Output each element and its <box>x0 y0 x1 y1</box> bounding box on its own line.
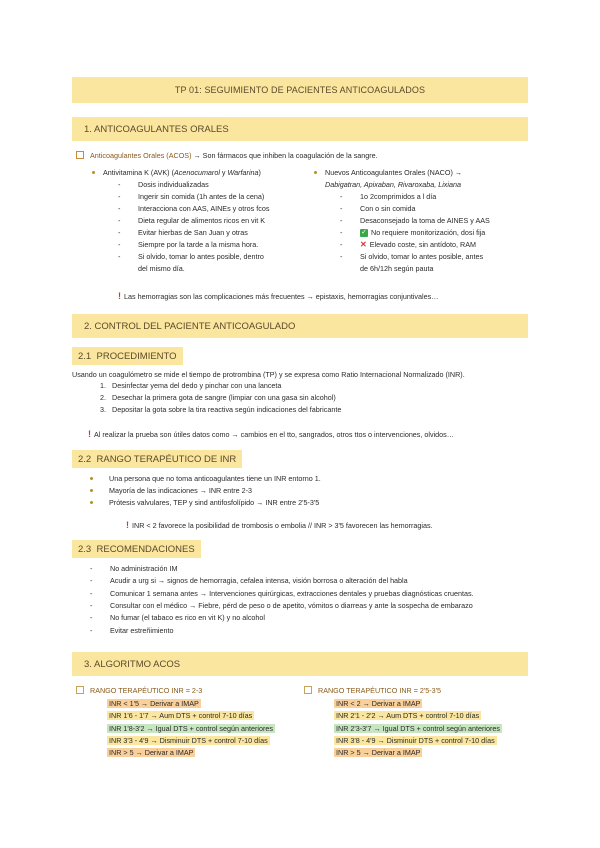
dash-icon: - <box>90 564 93 573</box>
algo-right-row <box>334 699 422 709</box>
algo-right-row-text: INR < 2 → Derivar a IMAP <box>336 699 421 708</box>
reco-item <box>90 601 473 611</box>
naco-item <box>340 264 434 274</box>
dash-icon: - <box>340 204 343 213</box>
dash-icon: - <box>118 240 121 249</box>
proc-step <box>86 405 341 415</box>
naco-title <box>314 168 462 178</box>
naco-item <box>340 228 485 238</box>
proc-step <box>86 381 281 391</box>
algo-right-row <box>334 736 497 746</box>
algo-right-row <box>334 748 422 758</box>
reco-item-text: Acudir a urg si → signos de hemorragia, cefalea intensa, visión borrosa o alteración del habla <box>110 576 408 586</box>
dash-icon: - <box>90 613 93 623</box>
proc-intro: Usando un coagulómetro se mide el tiempo de protrombina (TP) y se expresa como Ratio Internacional Normalizado (INR). <box>72 370 465 379</box>
page-title: TP 01: SEGUIMIENTO DE PACIENTES ANTICOAGULADOS <box>72 77 528 103</box>
dash-icon: - <box>90 576 93 586</box>
avk-item-text: Dosis individualizadas <box>138 180 209 189</box>
algo-right-title-text: RANGO TERAPÉUTICO INR = 2'5-3'5 <box>318 686 442 695</box>
algo-left-row-text: INR 3'3 - 4'9 → Disminuir DTS + control 7-10 días <box>109 735 268 745</box>
algo-left-row-text: INR < 1'5 → Derivar a IMAP <box>109 699 199 708</box>
naco-item <box>340 204 416 214</box>
naco-title-a: Nuevos Anticoagulantes Orales (NACO) → <box>325 168 463 177</box>
algo-right-row <box>334 711 481 721</box>
step-number: 2. <box>100 393 106 402</box>
subsection-title: PROCEDIMIENTO <box>96 350 177 362</box>
avk-title-drug1: Acenocumarol <box>173 168 220 177</box>
avk-title-c: ) <box>258 168 261 177</box>
avk-item-text: Si olvido, tomar lo antes posible, dentro <box>138 252 264 261</box>
algo-left-row <box>107 748 195 758</box>
avk-item <box>118 192 264 202</box>
dash-icon: - <box>118 192 121 201</box>
dash-icon: - <box>340 228 343 237</box>
dash-icon: - <box>340 252 343 261</box>
avk-item-text: Ingerir sin comida (1h antes de la cena) <box>138 192 265 201</box>
acos-definition: → Son fármacos que inhiben la coagulación de la sangre. <box>191 151 378 160</box>
dash-icon: - <box>340 192 343 201</box>
exclamation-icon: ! <box>118 291 121 301</box>
avk-item <box>118 252 264 262</box>
reco-item <box>90 589 474 599</box>
bullet-icon <box>90 477 93 480</box>
avk-item-text: Interacciona con AAS, AINEs y otros fcos <box>138 204 270 213</box>
rango-note-text: INR < 2 favorece la posibilidad de trombosis o embolia // INR > 3'5 favorecen las hemorragias. <box>132 521 433 530</box>
avk-item <box>118 216 265 226</box>
rango-note <box>126 520 433 531</box>
naco-item-text: de 6h/12h según pauta <box>360 264 434 273</box>
exclamation-icon: ! <box>126 520 129 530</box>
naco-item <box>340 192 436 202</box>
avk-item <box>118 228 248 238</box>
subsection-number: 2.1 <box>78 350 92 362</box>
dash-icon: - <box>118 204 121 213</box>
rango-item <box>90 474 321 484</box>
algo-left-row <box>107 711 254 721</box>
dash-icon: - <box>340 240 343 249</box>
subsection-2-1-heading <box>72 347 183 365</box>
section-3-heading: 3. ALGORITMO ACOS <box>72 652 528 676</box>
avk-title-a: Antivitamina K (AVK) ( <box>103 168 174 177</box>
reco-item <box>90 626 174 636</box>
naco-item-text: Con o sin comida <box>360 204 416 213</box>
avk-title-drug2: Warfarina <box>227 168 259 177</box>
proc-step-text: Desinfectar yema del dedo y pinchar con una lanceta <box>112 381 282 390</box>
reco-item <box>90 576 408 586</box>
algo-right-row-text: INR 2'1 - 2'2 → Aum DTS + control 7-10 días <box>336 711 480 721</box>
dash-icon: - <box>90 588 93 598</box>
naco-item-text: Si olvido, tomar lo antes posible, antes <box>360 252 484 261</box>
proc-note <box>88 429 454 440</box>
step-number: 1. <box>100 381 106 390</box>
algo-left-row <box>107 699 201 709</box>
dash-icon: - <box>118 228 121 237</box>
step-number: 3. <box>100 405 106 414</box>
checkbox-icon[interactable] <box>76 151 84 159</box>
subsection-2-3-heading <box>72 540 201 558</box>
naco-item <box>340 216 490 226</box>
reco-item-text: Comunicar 1 semana antes → Intervenciones quirúrgicas, extracciones dentales y pruebas diagnósticas cruentas. <box>110 588 474 598</box>
subsection-title: RANGO TERAPÉUTICO DE INR <box>96 453 237 465</box>
naco-drugs: Dabigatran, Apixaban, Rivaroxaba, Lixiana <box>325 180 461 189</box>
proc-step-text: Desechar la primera gota de sangre (limpiar con una gasa sin alcohol) <box>112 393 336 402</box>
s1-note <box>118 291 438 302</box>
dash-icon: - <box>340 216 343 225</box>
section-2-heading: 2. CONTROL DEL PACIENTE ANTICOAGULADO <box>72 314 528 338</box>
algo-left-row <box>107 724 275 734</box>
algo-right-title <box>304 686 441 696</box>
rango-item <box>90 486 252 496</box>
naco-item-text: No requiere monitorización, dosi fija <box>371 228 486 237</box>
cross-icon: ✕ <box>360 240 367 249</box>
subsection-2-2-heading <box>72 450 242 468</box>
algo-left-row-text: INR > 5 → Derivar a IMAP <box>109 748 194 758</box>
avk-item <box>118 264 185 274</box>
check-icon: ✓ <box>361 229 367 237</box>
avk-item-text: Dieta regular de alimentos ricos en vit K <box>138 216 266 225</box>
reco-item <box>90 613 265 623</box>
reco-item <box>90 564 178 574</box>
reco-item-text: No fumar (el tabaco es rico en vit K) y no alcohol <box>110 613 266 623</box>
bullet-icon <box>90 489 93 492</box>
rango-item-text: Una persona que no toma anticoagulantes tiene un INR entorno 1. <box>109 474 321 483</box>
rango-item-text: Mayoría de las indicaciones → INR entre 2-3 <box>109 486 253 495</box>
checkbox-icon[interactable] <box>304 686 312 694</box>
subsection-number: 2.2 <box>78 453 92 465</box>
reco-item-text: No administración IM <box>110 564 178 573</box>
dash-icon: - <box>90 625 93 635</box>
naco-item <box>340 240 476 250</box>
reco-item-text: Consultar con el médico → Fiebre, pérd de peso o de apetito, vómitos o diarreas y ante la sospecha de embarazo <box>110 600 473 610</box>
proc-note-text: Al realizar la prueba son útiles datos como → cambios en el tto, sangrados, otros ttos o intervenciones, olvidos… <box>94 430 454 439</box>
naco-item <box>340 252 483 262</box>
checkbox-icon[interactable] <box>76 686 84 694</box>
algo-left-row-text: INR 1'8-3'2 → Igual DTS + control según anteriores <box>109 723 273 733</box>
naco-item-text: Elevado coste, sin antídoto, RAM <box>369 240 476 249</box>
reco-item-text: Evitar estreñimiento <box>110 625 174 635</box>
dash-icon: - <box>90 600 93 610</box>
bullet-icon <box>92 171 95 174</box>
naco-item-text: Desaconsejado la toma de AINES y AAS <box>360 216 490 225</box>
s1-note-text: Las hemorragias son las complicaciones más frecuentes → epistaxis, hemorragias conjuntivales… <box>124 292 439 301</box>
dash-icon: - <box>118 216 121 225</box>
algo-left-row <box>107 736 270 746</box>
algo-right-row-text: INR 2'3-3'7 → Igual DTS + control según anteriores <box>336 723 500 733</box>
bullet-icon <box>314 171 317 174</box>
acos-intro <box>76 151 378 161</box>
algo-left-title-text: RANGO TERAPÉUTICO INR = 2-3 <box>90 686 203 695</box>
avk-item-text: del mismo día. <box>138 264 185 273</box>
rango-item-text: Prótesis valvulares, TEP y sind antifosfolípido → INR entre 2'5-3'5 <box>109 498 320 507</box>
subsection-number: 2.3 <box>78 543 92 555</box>
section-1-heading: 1. ANTICOAGULANTES ORALES <box>72 117 528 141</box>
acos-term: Anticoagulantes Orales (ACOS) <box>90 151 192 160</box>
avk-item-text: Evitar hierbas de San Juan y otras <box>138 228 248 237</box>
avk-title <box>92 168 261 178</box>
algo-right-row-text: INR 3'8 - 4'9 → Disminuir DTS + control 7-10 días <box>336 735 495 745</box>
proc-step <box>86 393 336 403</box>
algo-right-row-text: INR > 5 → Derivar a IMAP <box>336 748 421 758</box>
algo-left-row-text: INR 1'6 - 1'7 → Aum DTS + control 7-10 días <box>109 711 253 721</box>
dash-icon: - <box>118 180 121 189</box>
subsection-title: RECOMENDACIONES <box>96 543 195 555</box>
algo-right-row <box>334 724 502 734</box>
exclamation-icon: ! <box>88 429 91 439</box>
algo-left-title <box>76 686 202 696</box>
avk-item <box>118 204 269 214</box>
bullet-icon <box>90 501 93 504</box>
avk-item <box>118 240 258 250</box>
dash-icon: - <box>118 252 121 261</box>
naco-item-text: 1o 2comprimidos a l día <box>360 192 437 201</box>
rango-item <box>90 498 319 508</box>
avk-item-text: Siempre por la tarde a la misma hora. <box>138 240 259 249</box>
proc-step-text: Depositar la gota sobre la tira reactiva según indicaciones del fabricante <box>112 405 342 414</box>
avk-title-b: y <box>219 168 228 177</box>
avk-item <box>118 180 209 190</box>
